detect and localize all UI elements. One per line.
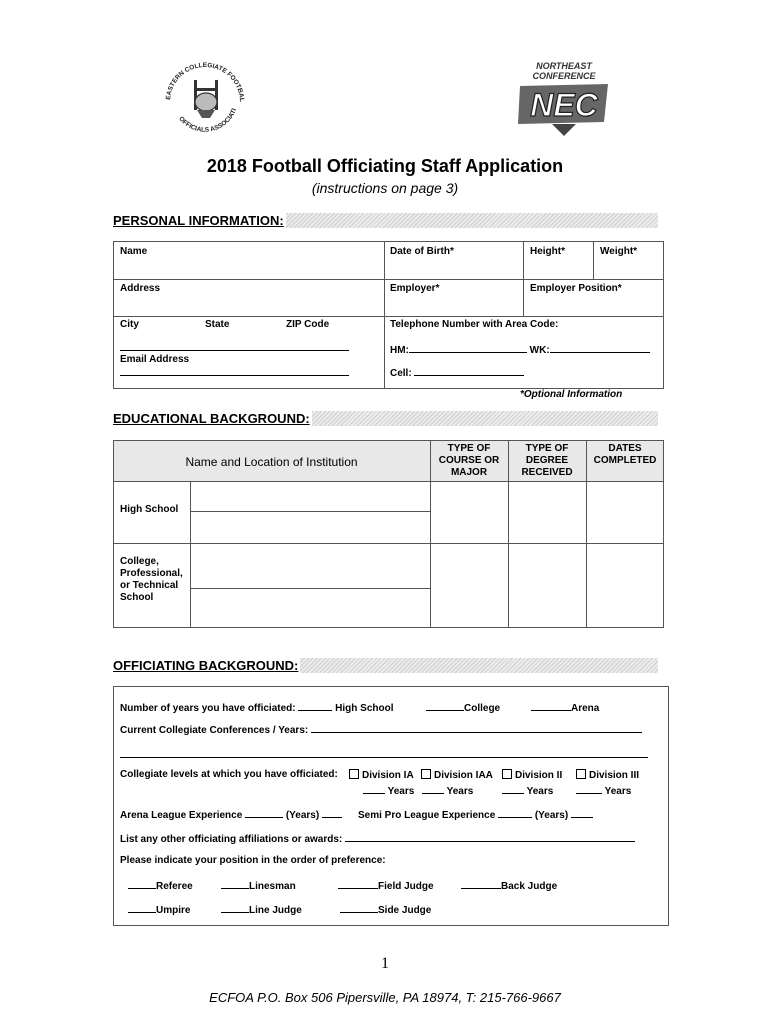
arena-experience-row: Arena League Experience (Years): [120, 807, 342, 821]
employer-position-label: Employer Position*: [530, 283, 622, 294]
ecfoa-logo: [160, 58, 250, 140]
row-college-label: College, Professional, or Technical School: [120, 556, 183, 603]
levels-label: Collegiate levels at which you have officiated:: [120, 769, 338, 780]
div-iii-option[interactable]: Division III: [576, 769, 639, 781]
hm-phone-field[interactable]: [409, 342, 527, 353]
weight-label: Weight*: [600, 246, 638, 257]
affiliations-field[interactable]: [345, 831, 635, 842]
page-number: 1: [381, 955, 389, 972]
cell-label: Cell:: [390, 368, 412, 379]
back-judge-option: Back Judge: [461, 878, 557, 892]
col-degree-header: TYPE OF DEGREE RECEIVED: [521, 443, 573, 478]
telephone-label: Telephone Number with Area Code:: [390, 319, 559, 330]
employer-label: Employer*: [390, 283, 440, 294]
div-ii-checkbox[interactable]: [502, 769, 512, 779]
city-label: City: [120, 319, 139, 330]
college-years-field[interactable]: [426, 700, 464, 711]
col-dates-header: DATES COMPLETED: [593, 443, 657, 466]
college-years-row: College: [426, 700, 500, 714]
arena-years-row: Arena: [531, 700, 599, 714]
svg-text:CONFERENCE: CONFERENCE: [532, 71, 596, 81]
div-ia-years: Years: [363, 783, 414, 797]
height-label: Height*: [530, 246, 565, 257]
page-title: 2018 Football Officiating Staff Application: [206, 156, 564, 176]
years-officiated-row: Number of years you have officiated: High School: [120, 700, 394, 714]
row-highschool-label: High School: [120, 504, 179, 515]
semipro-field[interactable]: [498, 807, 532, 818]
page-subtitle: (instructions on page 3): [311, 180, 459, 196]
conferences-field-2[interactable]: [120, 757, 648, 758]
email-label: Email Address: [120, 354, 190, 365]
cell-phone-row: [390, 365, 524, 379]
address-label: Address: [120, 283, 161, 294]
referee-option: Referee: [128, 878, 193, 892]
arena-exp-years-field[interactable]: [322, 807, 342, 818]
optional-note: *Optional Information: [520, 389, 623, 400]
svg-text:NEC: NEC: [530, 87, 598, 123]
side-judge-option: Side Judge: [340, 902, 431, 916]
zip-label: ZIP Code: [286, 319, 330, 330]
div-iaa-checkbox[interactable]: [421, 769, 431, 779]
wk-label: WK:: [529, 345, 550, 356]
officiating-heading: OFFICIATING BACKGROUND:: [113, 658, 299, 673]
linesman-option: Linesman: [221, 878, 296, 892]
personal-info-box: [113, 241, 664, 389]
div-iaa-years: Years: [422, 783, 473, 797]
education-heading-bar: [113, 411, 658, 426]
nec-logo: [512, 58, 612, 138]
wk-phone-field[interactable]: [550, 342, 650, 353]
name-label: Name: [120, 246, 148, 257]
arena-years-field[interactable]: [531, 700, 571, 711]
svg-text:NORTHEAST: NORTHEAST: [536, 61, 592, 71]
div-iii-years: Years: [576, 783, 631, 797]
cell-phone-field[interactable]: [414, 365, 524, 376]
svg-text:EASTERN COLLEGIATE FOOTBALL: EASTERN COLLEGIATE FOOTBAL: [165, 61, 246, 103]
umpire-option: Umpire: [128, 902, 190, 916]
city-state-zip-field[interactable]: [120, 350, 349, 351]
line-judge-option: Line Judge: [221, 902, 302, 916]
svg-text:OFFICIALS ASSOCIATION: OFFICIALS ASSOCIATI: [177, 107, 239, 134]
arena-exp-field[interactable]: [245, 807, 283, 818]
officiating-heading-bar: [113, 658, 658, 673]
state-label: State: [205, 319, 230, 330]
conferences-field[interactable]: [311, 722, 642, 733]
div-ia-checkbox[interactable]: [349, 769, 359, 779]
position-pref-label: Please indicate your position in the order of preference:: [120, 855, 386, 866]
div-ia-option[interactable]: Division IA: [349, 769, 414, 781]
hm-phone-row: [390, 342, 650, 356]
semipro-years-field[interactable]: [571, 807, 593, 818]
hs-years-field[interactable]: [298, 700, 332, 711]
personal-info-heading: PERSONAL INFORMATION:: [113, 213, 284, 228]
dob-label: Date of Birth*: [390, 246, 454, 257]
footer-address: ECFOA P.O. Box 506 Pipersville, PA 18974, T: 215-766-9667: [209, 990, 561, 1005]
education-heading: EDUCATIONAL BACKGROUND:: [113, 411, 310, 426]
conferences-row: Current Collegiate Conferences / Years:: [120, 722, 642, 736]
personal-info-heading-bar: [113, 213, 658, 228]
div-iii-checkbox[interactable]: [576, 769, 586, 779]
col-course-header: TYPE OF COURSE OR MAJOR: [438, 443, 500, 478]
affiliations-row: List any other officiating affiliations or awards:: [120, 831, 635, 845]
email-field[interactable]: [120, 375, 349, 376]
hm-label: HM:: [390, 345, 409, 356]
div-iaa-option[interactable]: Division IAA: [421, 769, 493, 781]
col-institution-header: Name and Location of Institution: [185, 455, 358, 469]
semipro-experience-row: Semi Pro League Experience (Years): [358, 807, 593, 821]
div-ii-option[interactable]: Division II: [502, 769, 562, 781]
field-judge-option: Field Judge: [338, 878, 434, 892]
div-ii-years: Years: [502, 783, 553, 797]
